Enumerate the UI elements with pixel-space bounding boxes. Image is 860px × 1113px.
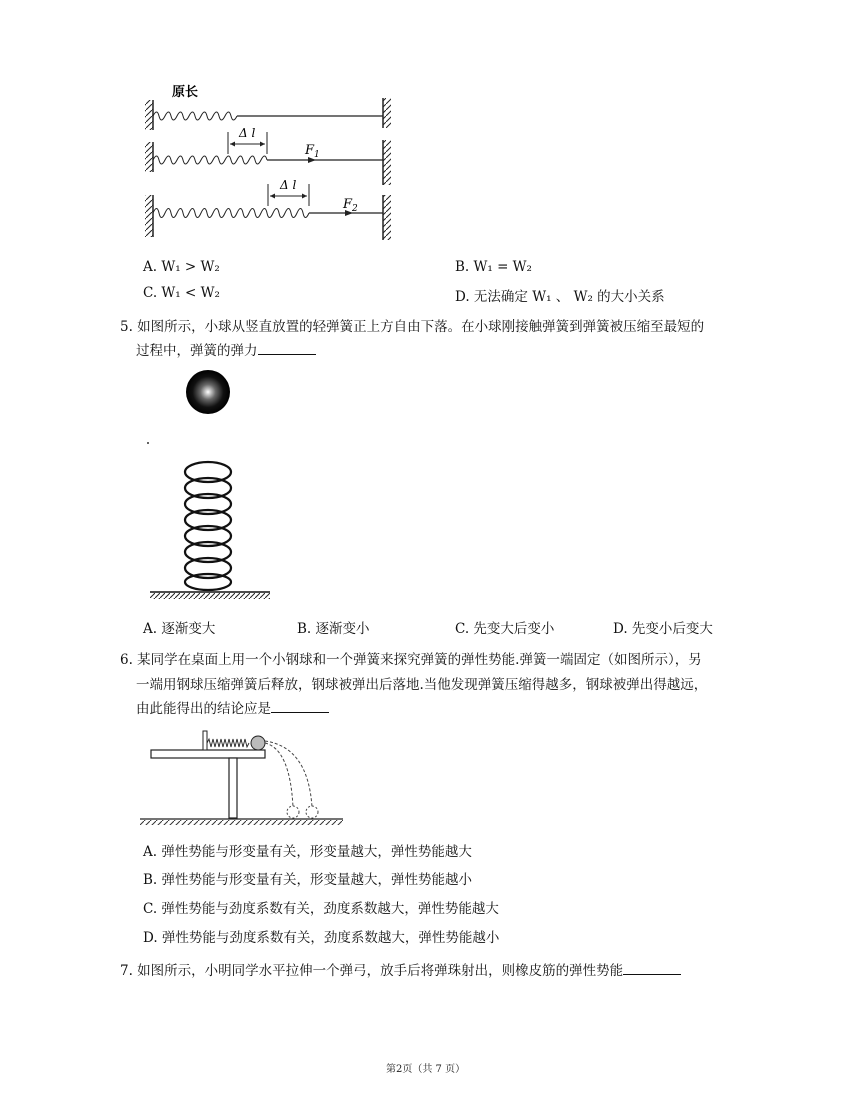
q6-option-a: A. 弹性势能与形变量有关，形变量越大，弹性势能越大 <box>143 844 472 860</box>
q5-ball-spring-figure <box>140 368 280 604</box>
q5-answer-blank <box>258 342 316 355</box>
q4-option-c: C. W₁ < W₂ <box>143 285 220 301</box>
q4-option-b: B. W₁ = W₂ <box>455 259 532 275</box>
q6-option-b: B. 弹性势能与形变量有关，形变量越大，弹性势能越小 <box>143 872 473 888</box>
q5-stem-line2: 过程中，弹簧的弹力 <box>136 339 316 359</box>
q6-stem-line2: 一端用钢球压缩弹簧后释放，钢球被弹出后落地.当他发现弹簧压缩得越多，钢球被弹出得越远， <box>136 677 708 693</box>
q6-option-c: C. 弹性势能与劲度系数有关，劲度系数越大，弹性势能越大 <box>143 901 499 917</box>
q5-option-d: D. 先变小后变大 <box>613 621 713 637</box>
q4-label-dl2: Δ l <box>280 178 297 192</box>
q4-option-d: D. 无法确定 W₁ 、 W₂ 的大小关系 <box>455 289 665 305</box>
q5-option-b: B. 逐渐变小 <box>297 621 370 637</box>
q6-stem-line1: 6. 某同学在桌面上用一个小钢球和一个弹簧来探究弹簧的弹性势能.弹簧一端固定（如图所示），另 <box>120 652 702 668</box>
page-footer: 第2页（共 7 页） <box>386 1064 466 1075</box>
q4-option-a: A. W₁ > W₂ <box>143 259 220 275</box>
q4-label-dl1: Δ l <box>239 126 256 140</box>
q6-table-spring-figure <box>138 725 348 830</box>
q4-label-f2: $F_2$ <box>343 197 358 214</box>
q4-label-original: 原长 <box>172 85 199 100</box>
q5-stem-line1: 5. 如图所示，小球从竖直放置的轻弹簧正上方自由下落。在小球刚接触弹簧到弹簧被压缩至最短的 <box>120 319 705 335</box>
q4-label-f1: $F_1$ <box>305 143 320 160</box>
q7-stem-line1: 7. 如图所示，小明同学水平拉伸一个弹弓，放手后将弹珠射出，则橡皮筋的弹性势能 <box>120 959 681 979</box>
q6-stem-line3: 由此能得出的结论应是 <box>136 697 329 717</box>
q6-option-d: D. 弹性势能与劲度系数有关，劲度系数越大，弹性势能越小 <box>143 930 500 946</box>
q4-spring-figure <box>140 80 400 245</box>
q7-answer-blank <box>623 962 681 975</box>
q5-option-c: C. 先变大后变小 <box>455 621 555 637</box>
q6-answer-blank <box>271 700 329 713</box>
q5-option-a: A. 逐渐变大 <box>143 621 216 637</box>
